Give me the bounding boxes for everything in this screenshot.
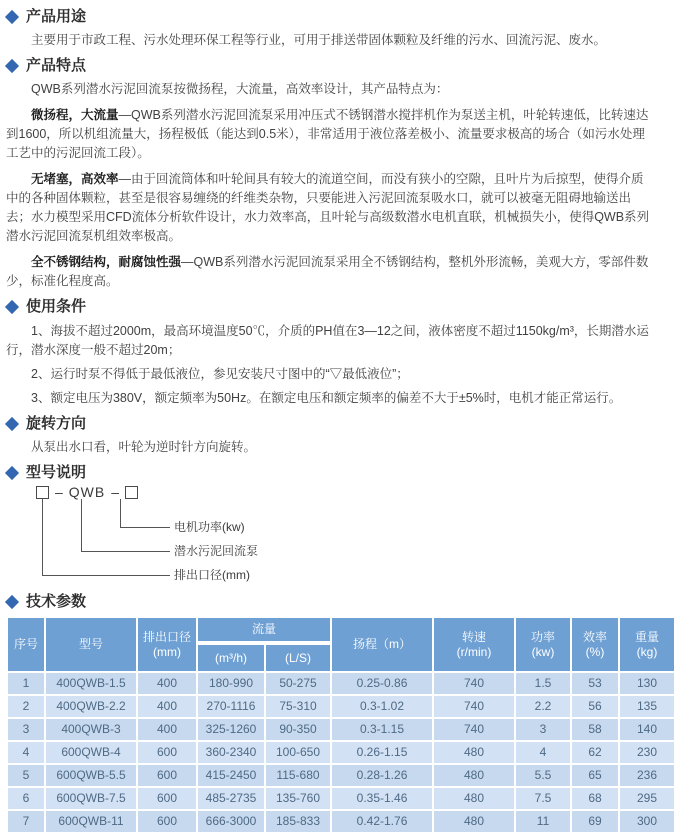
section-title-text: 型号说明	[26, 464, 87, 481]
table-cell: 0.3-1.15	[332, 719, 432, 740]
table-cell: 4	[8, 742, 44, 763]
feature-lead: 全不锈钢结构，耐腐蚀性强	[31, 255, 182, 269]
diamond-icon	[5, 59, 19, 73]
features-intro: QWB系列潜水污泥回流泵按微扬程，大流量，高效率设计，其产品特点为：	[31, 82, 449, 96]
diamond-icon	[5, 10, 19, 24]
table-cell: 400QWB-2.2	[46, 696, 136, 717]
table-cell: 3	[516, 719, 570, 740]
table-cell: 740	[434, 719, 514, 740]
table-cell: 135-760	[266, 788, 330, 809]
feature-paragraph	[6, 106, 654, 163]
table-cell: 185-833	[266, 811, 330, 832]
table-cell: 3	[8, 719, 44, 740]
col-header-power	[516, 618, 570, 671]
table-cell: 130	[620, 673, 674, 694]
col-header-outlet-line2: (mm)	[153, 644, 181, 659]
section-title-conditions	[7, 297, 654, 317]
specs-table	[6, 616, 676, 834]
table-cell: 115-680	[266, 765, 330, 786]
section-title-specs	[7, 592, 654, 612]
model-label-pump: 潜水污泥回流泵	[174, 544, 259, 558]
table-cell: 600	[138, 742, 196, 763]
table-cell: 53	[572, 673, 618, 694]
section-title-features	[7, 56, 654, 76]
section-model-code	[6, 463, 654, 588]
col-header-flow: 流量	[198, 618, 330, 643]
section-title-text: 产品特点	[26, 57, 87, 74]
table-cell: 90-350	[266, 719, 330, 740]
condition-item: 3、额定电压为380V，额定频率为50Hz。在额定电压和额定频率的偏差不大于±5%时，电机才能正常运行。	[31, 391, 622, 405]
section-product-features	[6, 56, 654, 291]
usage-paragraph: 主要用于市政工程、污水处理环保工程等行业，可用于排送带固体颗粒及纤维的污水、回流污泥、废水。	[31, 33, 607, 47]
table-cell: 400	[138, 719, 196, 740]
table-cell: 480	[434, 742, 514, 763]
col-header-eff-line1: 效率	[583, 629, 608, 644]
table-row	[8, 765, 674, 786]
table-cell: 1	[8, 673, 44, 694]
col-header-model: 型号	[46, 618, 136, 671]
dash: –	[111, 484, 120, 500]
connector-line-outlet	[42, 499, 170, 576]
table-cell: 480	[434, 765, 514, 786]
feature-paragraph	[6, 170, 654, 246]
table-cell: 325-1260	[198, 719, 264, 740]
diamond-icon	[5, 300, 19, 314]
table-cell: 230	[620, 742, 674, 763]
col-header-power-line2: (kw)	[531, 644, 555, 659]
feature-lead: 无堵塞，高效率	[31, 172, 119, 186]
table-cell: 600QWB-7.5	[46, 788, 136, 809]
table-cell: 140	[620, 719, 674, 740]
model-code-text: QWB	[68, 484, 106, 500]
table-row	[8, 719, 674, 740]
table-cell: 180-990	[198, 673, 264, 694]
col-header-seq: 序号	[8, 618, 44, 671]
table-cell: 6	[8, 788, 44, 809]
table-row	[8, 673, 674, 694]
col-header-speed-line2: (r/min)	[456, 644, 492, 659]
section-title-text: 产品用途	[26, 8, 87, 25]
table-cell: 7	[8, 811, 44, 832]
table-cell: 56	[572, 696, 618, 717]
table-row	[8, 696, 674, 717]
table-row	[8, 742, 674, 763]
table-cell: 300	[620, 811, 674, 832]
section-title-rotation	[7, 414, 654, 434]
table-cell: 400QWB-3	[46, 719, 136, 740]
table-cell: 1.5	[516, 673, 570, 694]
section-product-usage	[6, 7, 654, 50]
table-cell: 2.2	[516, 696, 570, 717]
table-cell: 740	[434, 673, 514, 694]
section-title-usage	[7, 7, 654, 27]
feature-paragraph	[6, 253, 654, 291]
col-header-outlet-line1: 排出口径	[142, 629, 191, 644]
table-cell: 600	[138, 788, 196, 809]
table-cell: 0.42-1.76	[332, 811, 432, 832]
table-cell: 400	[138, 673, 196, 694]
model-label-power: 电机功率(kw)	[174, 520, 245, 534]
conditions-list	[6, 322, 654, 408]
diamond-icon	[5, 417, 19, 431]
table-cell: 480	[434, 811, 514, 832]
table-cell: 600QWB-5.5	[46, 765, 136, 786]
table-cell: 50-275	[266, 673, 330, 694]
model-blank-box-right	[125, 486, 138, 499]
table-cell: 75-310	[266, 696, 330, 717]
condition-item: 2、运行时泵不得低于最低液位，参见安装尺寸图中的“▽最低液位”；	[31, 367, 409, 381]
model-diagram	[6, 483, 654, 588]
table-cell: 600	[138, 765, 196, 786]
col-header-speed-line1: 转速	[462, 629, 487, 644]
table-cell: 68	[572, 788, 618, 809]
table-cell: 400	[138, 696, 196, 717]
model-code-row	[36, 485, 138, 499]
table-row	[8, 788, 674, 809]
table-cell: 485-2735	[198, 788, 264, 809]
section-title-text: 旋转方向	[26, 415, 87, 432]
table-cell: 415-2450	[198, 765, 264, 786]
col-header-eff-line2: (%)	[585, 644, 605, 659]
specs-table-body	[8, 673, 674, 832]
section-title-text: 使用条件	[26, 298, 87, 315]
table-cell: 270-1116	[198, 696, 264, 717]
col-header-flow-m3h: (m³/h)	[198, 645, 264, 671]
specs-table-header	[8, 618, 674, 671]
diamond-icon	[5, 595, 19, 609]
col-header-speed	[434, 618, 514, 671]
table-cell: 11	[516, 811, 570, 832]
table-cell: 4	[516, 742, 570, 763]
table-row	[8, 811, 674, 832]
table-cell: 5.5	[516, 765, 570, 786]
col-header-weight-line1: 重量	[635, 629, 660, 644]
table-cell: 2	[8, 696, 44, 717]
col-header-outlet	[138, 618, 196, 671]
table-cell: 740	[434, 696, 514, 717]
rotation-paragraph: 从泵出水口看，叶轮为逆时针方向旋转。	[31, 440, 257, 454]
table-cell: 0.25-0.86	[332, 673, 432, 694]
table-cell: 100-650	[266, 742, 330, 763]
section-specs	[6, 592, 660, 834]
table-cell: 666-3000	[198, 811, 264, 832]
col-header-head: 扬程（m）	[332, 618, 432, 671]
section-rotation	[6, 414, 654, 457]
table-cell: 69	[572, 811, 618, 832]
section-title-text: 技术参数	[26, 593, 87, 610]
feature-body: —QWB系列潜水污泥回流泵采用冲压式不锈钢潜水搅拌机作为泵送主机，叶轮转速低，比转速达到1600，所以机组流量大，扬程极低（能达到0.5米），非常适用于液位落差极小、流量要求极高的场合（如污水处理工艺中的污泥回流工段）。	[6, 108, 649, 160]
dash: –	[55, 484, 63, 500]
feature-lead: 微扬程，大流量	[31, 108, 119, 122]
table-cell: 480	[434, 788, 514, 809]
col-header-eff	[572, 618, 618, 671]
table-cell: 0.35-1.46	[332, 788, 432, 809]
model-blank-box-left	[36, 486, 49, 499]
col-header-flow-ls: (L/S)	[266, 645, 330, 671]
table-cell: 0.28-1.26	[332, 765, 432, 786]
col-header-power-line1: 功率	[531, 629, 556, 644]
table-cell: 600	[138, 811, 196, 832]
table-cell: 135	[620, 696, 674, 717]
table-cell: 58	[572, 719, 618, 740]
table-cell: 5	[8, 765, 44, 786]
table-cell: 65	[572, 765, 618, 786]
table-cell: 295	[620, 788, 674, 809]
condition-item: 1、海拔不超过2000m，最高环境温度50℃，介质的PH值在3—12之间，液体密度不超过1150kg/m³，长期潜水运行，潜水深度一般不超过20m；	[6, 324, 649, 357]
feature-body: —QWB系列潜水污泥回流泵采用全不锈钢结构，整机外形流畅，美观大方，零部件数少，标准化程度高。	[6, 255, 649, 288]
section-title-model	[7, 463, 654, 483]
table-cell: 7.5	[516, 788, 570, 809]
table-cell: 0.3-1.02	[332, 696, 432, 717]
section-conditions	[6, 297, 654, 408]
table-cell: 600QWB-4	[46, 742, 136, 763]
table-cell: 400QWB-1.5	[46, 673, 136, 694]
feature-body: —由于回流筒体和叶轮间具有较大的流道空间，而没有狭小的空隙，且叶片为后掠型，使得介质中的各种固体颗粒，甚至是很容易缠绕的纤维类杂物，只要能进入污泥回流泵吸水口，就可以被毫无阻碍地输送出去；水力模型采用CFD流体分析软件设计，水力效率高，且叶轮与高级数潜水电机直联，机械损失小，使得QWB系列潜水污泥回流泵机组效率极高。	[6, 172, 650, 243]
table-cell: 62	[572, 742, 618, 763]
diamond-icon	[5, 466, 19, 480]
table-cell: 0.26-1.15	[332, 742, 432, 763]
table-cell: 236	[620, 765, 674, 786]
table-cell: 600QWB-11	[46, 811, 136, 832]
table-cell: 360-2340	[198, 742, 264, 763]
col-header-weight-line2: (kg)	[636, 644, 658, 659]
col-header-weight	[620, 618, 674, 671]
features-list	[6, 106, 654, 291]
model-label-outlet: 排出口径(mm)	[174, 568, 250, 582]
